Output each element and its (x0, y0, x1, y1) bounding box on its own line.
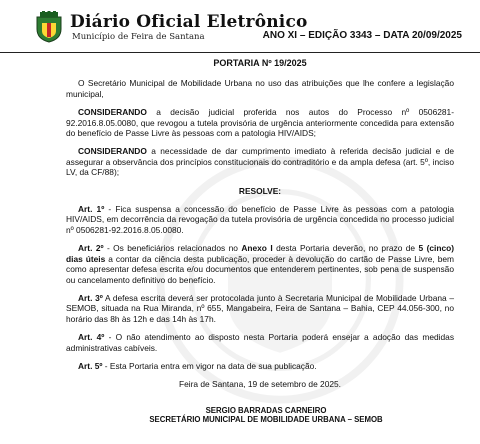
signer-name: SERGIO BARRADAS CARNEIRO (205, 405, 327, 415)
considerando-lead: CONSIDERANDO (78, 146, 147, 157)
article-lead: Art. 5º (78, 360, 103, 371)
deadline: 5 (cinco) dias úteis (66, 243, 455, 264)
signer-role: SECRETÁRIO MUNICIPAL DE MOBILIDADE URBANA – SEMOB (149, 414, 383, 424)
article-text: a contar da ciência desta publicação, proceder à devolução do cartão de Passe Livre, bem como apresentar defesa escrita e/ou documentos que entenderem pertinentes, sob pena de suspensão ou cancelamento definitivo do benefício. (66, 253, 454, 285)
gazette-header (0, 0, 480, 53)
anexo-ref: Anexo I (241, 243, 273, 254)
considerando-lead: CONSIDERANDO (78, 107, 147, 118)
article-2 (66, 243, 454, 285)
article-5 (66, 361, 454, 371)
article-text: A defesa escrita deverá ser protocolada junto à Secretaria Municipal de Mobilidade Urbana – SEMOB, situada na Rua Miranda, nº 655, Mangabeira, Feira de Santana – Bahia, CEP 44.056-300, no horário das 8h às 12h e das 14h às 17h. (66, 292, 454, 324)
intro-text: O Secretário Municipal de Mobilidade Urbana no uso das atribuições que lhe confere a legislação municipal, (66, 78, 454, 99)
article-lead: Art. 4º (78, 332, 105, 343)
article-text: - Fica suspensa a concessão do benefício de Passe Livre às pessoas com a patologia HIV/AIDS, em decorrência da revogação da tutela provisória de urgência concedida no processo judicial nº 0506281-92.2016.8.05.0080. (66, 204, 454, 235)
article-lead: Art. 1º (78, 204, 105, 215)
article-text: - Os beneficiários relacionados no (103, 243, 242, 254)
article-lead: Art. 2º (78, 243, 104, 254)
portaria-number: PORTARIA Nº 19/2025 (213, 58, 307, 68)
considerando-1 (66, 107, 454, 138)
article-4 (66, 332, 454, 353)
article-1 (66, 204, 454, 235)
document-body (66, 58, 454, 424)
intro-paragraph (66, 78, 454, 99)
article-text: - Esta Portaria entra em vigor na data de sua publicação. (102, 360, 317, 371)
date-line: Feira de Santana, 19 de setembro de 2025. (178, 379, 342, 390)
considerando-2 (66, 146, 454, 177)
considerando-text: a necessidade de dar cumprimento imediato à referida decisão judicial e de assegurar a observância dos princípios constitucionais do contraditório e da ampla defesa (art. 5º, inciso LV, da CF/88); (66, 146, 454, 178)
gazette-subtitle: Município de Feira de Santana (72, 32, 205, 42)
coat-of-arms-icon (34, 11, 64, 43)
article-lead: Art. 3º (78, 292, 103, 303)
article-3 (66, 293, 454, 324)
article-text: - O não atendimento ao disposto nesta Portaria poderá ensejar a adoção das medidas administrativas cabíveis. (66, 332, 455, 353)
article-text: desta Portaria deverão, no prazo de (272, 243, 419, 254)
resolve-heading: RESOLVE: (238, 185, 282, 196)
gazette-title: Diário Oficial Eletrônico (70, 12, 308, 32)
considerando-text: a decisão judicial proferida nos autos do Processo nº 0506281-92.2016.8.05.0080, que revogou a tutela provisória de urgência anteriormente concedida para extensão do benefício de Passe Livre às pessoas com a patologia HIV/AIDS; (66, 107, 454, 139)
edition-info: ANO XI – EDIÇÃO 3343 – DATA 20/09/2025 (262, 30, 462, 41)
